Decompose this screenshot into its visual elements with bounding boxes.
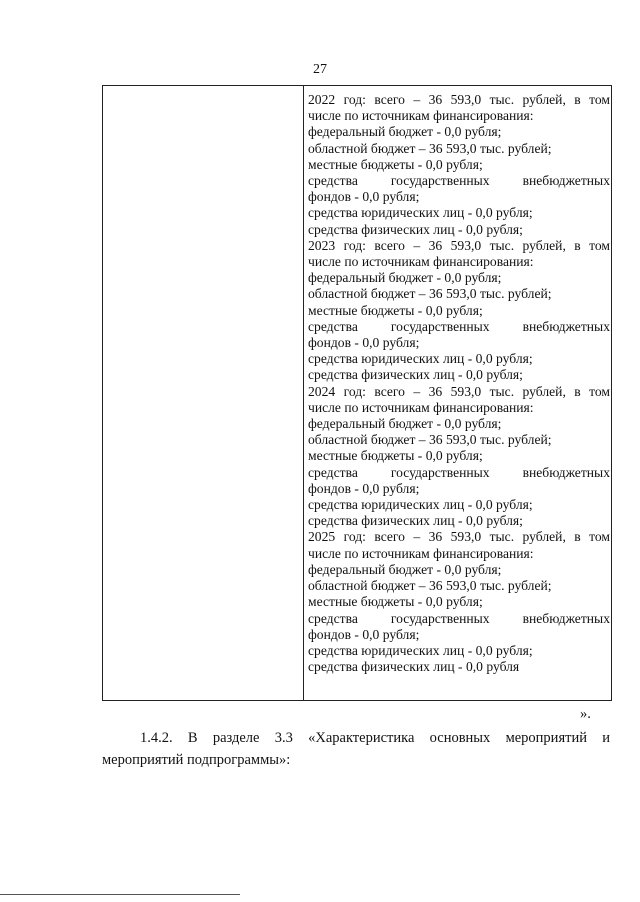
funding-line: средства государственных внебюджетных (308, 464, 610, 480)
funding-line: числе по источникам финансирования: (308, 108, 534, 124)
funding-table (102, 85, 612, 701)
page-number: 27 (313, 62, 327, 77)
funding-line: средства юридических лиц - 0,0 рубля; (308, 497, 533, 513)
funding-line: средства юридических лиц - 0,0 рубля; (308, 351, 533, 367)
funding-line: федеральный бюджет - 0,0 рубля; (308, 416, 502, 432)
funding-line: средства физических лиц - 0,0 рубля; (308, 513, 523, 529)
table-column-divider (303, 86, 304, 700)
funding-line: средства юридических лиц - 0,0 рубля; (308, 642, 533, 658)
funding-line: средства физических лиц - 0,0 рубля (308, 659, 520, 675)
funding-line: числе по источникам финансирования: (308, 254, 534, 270)
funding-line: средства юридических лиц - 0,0 рубля; (308, 205, 533, 221)
funding-line: средства физических лиц - 0,0 рубля; (308, 221, 523, 237)
funding-line: 2024 год: всего – 36 593,0 тыс. рублей, в том (308, 383, 610, 399)
funding-line: фондов - 0,0 рубля; (308, 189, 420, 205)
paragraph-1-4-2-line1: 1.4.2. В разделе 3.3 «Характеристика основных мероприятий и (140, 730, 610, 746)
funding-line: федеральный бюджет - 0,0 рубля; (308, 561, 502, 577)
closing-quote: ». (580, 706, 591, 722)
funding-line: местные бюджеты - 0,0 рубля; (308, 156, 483, 172)
funding-line: средства государственных внебюджетных (308, 173, 610, 189)
funding-line: средства физических лиц - 0,0 рубля; (308, 367, 523, 383)
funding-line: числе по источникам финансирования: (308, 545, 534, 561)
table-right-cell (308, 92, 610, 675)
funding-line: средства государственных внебюджетных (308, 610, 610, 626)
funding-line: федеральный бюджет - 0,0 рубля; (308, 270, 502, 286)
funding-line: местные бюджеты - 0,0 рубля; (308, 448, 483, 464)
funding-line: областной бюджет – 36 593,0 тыс. рублей; (308, 140, 552, 156)
funding-line: средства государственных внебюджетных (308, 318, 610, 334)
funding-line: фондов - 0,0 рубля; (308, 335, 420, 351)
funding-line: 2023 год: всего – 36 593,0 тыс. рублей, в том (308, 237, 610, 253)
funding-line: 2025 год: всего – 36 593,0 тыс. рублей, в том (308, 529, 610, 545)
funding-line: фондов - 0,0 рубля; (308, 626, 420, 642)
funding-line: числе по источникам финансирования: (308, 399, 534, 415)
funding-line: областной бюджет – 36 593,0 тыс. рублей; (308, 578, 552, 594)
funding-line: 2022 год: всего – 36 593,0 тыс. рублей, в том (308, 92, 610, 107)
funding-line: местные бюджеты - 0,0 рубля; (308, 302, 483, 318)
footer-rule (0, 894, 240, 895)
funding-line: фондов - 0,0 рубля; (308, 480, 420, 496)
paragraph-1-4-2-line2: мероприятий подпрограммы»: (102, 752, 291, 768)
funding-line: областной бюджет – 36 593,0 тыс. рублей; (308, 432, 552, 448)
funding-line: местные бюджеты - 0,0 рубля; (308, 594, 483, 610)
funding-line: федеральный бюджет - 0,0 рубля; (308, 124, 502, 140)
funding-line: областной бюджет – 36 593,0 тыс. рублей; (308, 286, 552, 302)
